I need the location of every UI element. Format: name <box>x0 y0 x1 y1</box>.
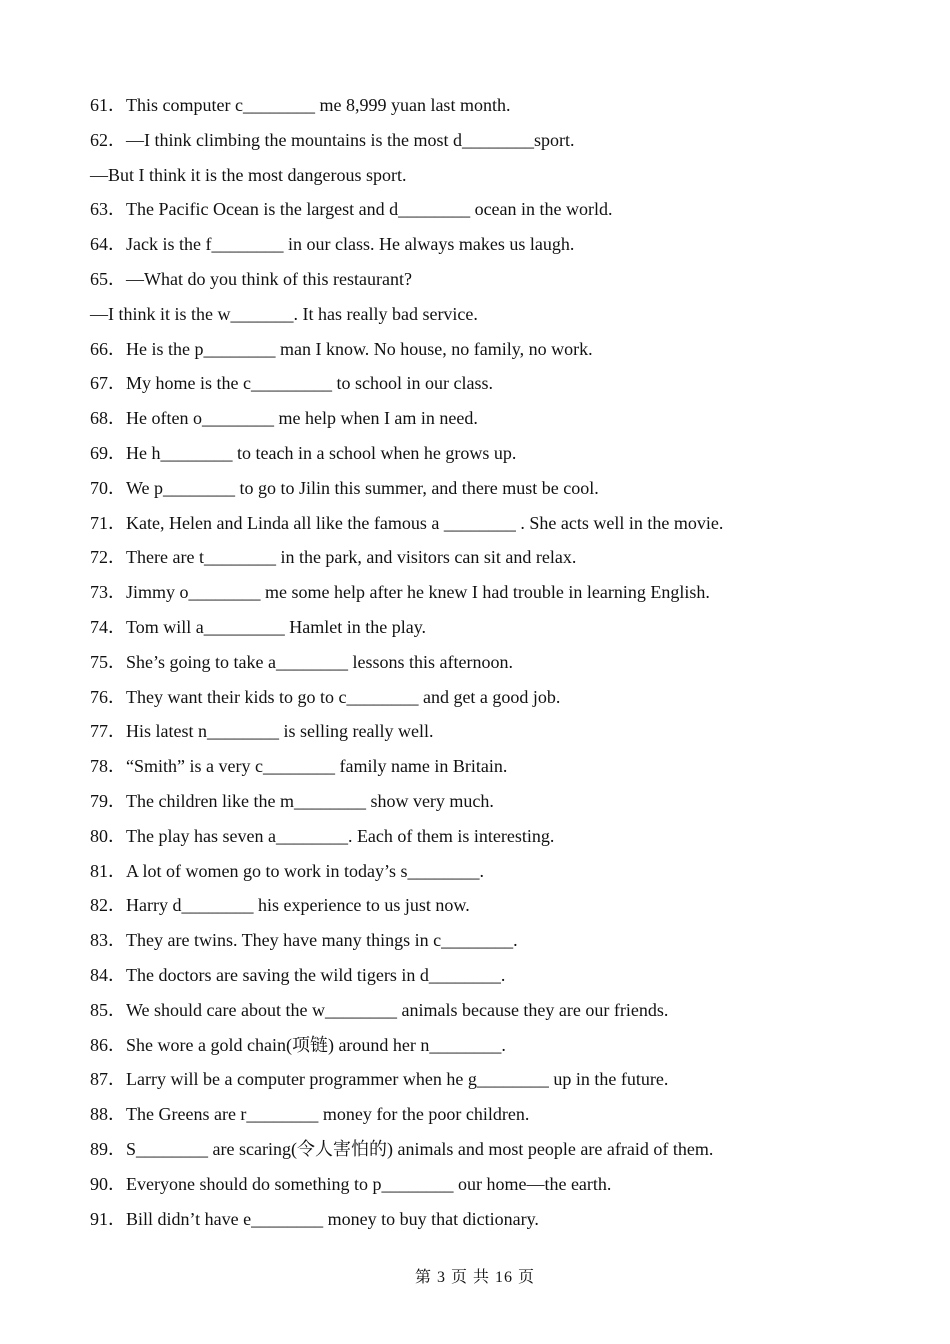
exercise-line: 72．There are t________ in the park, and visitors can sit and relax. <box>90 547 577 568</box>
exercise-line: —I think it is the w_______. It has really bad service. <box>90 303 478 324</box>
exercise-line: 78．“Smith” is a very c________ family name in Britain. <box>90 756 508 777</box>
exercise-line: 64．Jack is the f________ in our class. He always makes us laugh. <box>90 234 575 255</box>
exercise-line: 71．Kate, Helen and Linda all like the famous a ________ . She acts well in the movie. <box>90 512 724 533</box>
page-footer: 第 3 页 共 16 页 <box>414 1269 535 1286</box>
exercise-line: 80．The play has seven a________. Each of them is interesting. <box>90 825 555 846</box>
exercise-line: 88．The Greens are r________ money for the poor children. <box>90 1104 530 1125</box>
exercise-line: 69．He h________ to teach in a school when he grows up. <box>90 442 517 463</box>
exercise-line: 74．Tom will a_________ Hamlet in the play. <box>90 616 427 637</box>
exercise-line: 65．—What do you think of this restaurant? <box>90 268 412 289</box>
exercise-line: 67．My home is the c_________ to school in our class. <box>90 373 493 394</box>
exercise-line: 86．She wore a gold chain(项链) around her n________. <box>90 1034 506 1055</box>
exercise-line: 66．He is the p________ man I know. No house, no family, no work. <box>90 338 593 359</box>
exercise-line: 91．Bill didn’t have e________ money to buy that dictionary. <box>90 1208 539 1229</box>
exercise-line: 90．Everyone should do something to p________ our home—the earth. <box>90 1173 612 1194</box>
exercise-line: 63．The Pacific Ocean is the largest and d________ ocean in the world. <box>90 199 613 220</box>
exercise-line: 85．We should care about the w________ animals because they are our friends. <box>90 999 669 1020</box>
exercise-line: 61．This computer c________ me 8,999 yuan last month. <box>90 95 511 115</box>
exercise-line: 62．—I think climbing the mountains is the most d________sport. <box>90 129 575 150</box>
exercise-line: —But I think it is the most dangerous sport. <box>90 164 407 185</box>
exercise-line: 76．They want their kids to go to c________ and get a good job. <box>90 686 561 707</box>
exercise-line: 77．His latest n________ is selling really well. <box>90 721 434 742</box>
exercise-line: 79．The children like the m________ show very much. <box>90 790 494 811</box>
exercise-line: 81．A lot of women go to work in today’s s________. <box>90 860 484 881</box>
exercise-line: 87．Larry will be a computer programmer when he g________ up in the future. <box>90 1069 669 1090</box>
exercise-line: 82．Harry d________ his experience to us just now. <box>90 895 470 916</box>
exercise-line: 84．The doctors are saving the wild tigers in d________. <box>90 964 506 985</box>
exercise-line: 83．They are twins. They have many things in c________. <box>90 930 518 951</box>
exercise-line: 73．Jimmy o________ me some help after he knew I had trouble in learning English. <box>90 582 710 603</box>
exercise-line: 75．She’s going to take a________ lessons this afternoon. <box>90 651 513 672</box>
exercise-line: 68．He often o________ me help when I am in need. <box>90 408 478 429</box>
exercise-line: 89．S________ are scaring(令人害怕的) animals and most people are afraid of them. <box>90 1138 714 1159</box>
exercise-line: 70．We p________ to go to Jilin this summer, and there must be cool. <box>90 477 599 498</box>
exercise-list <box>90 88 890 1236</box>
